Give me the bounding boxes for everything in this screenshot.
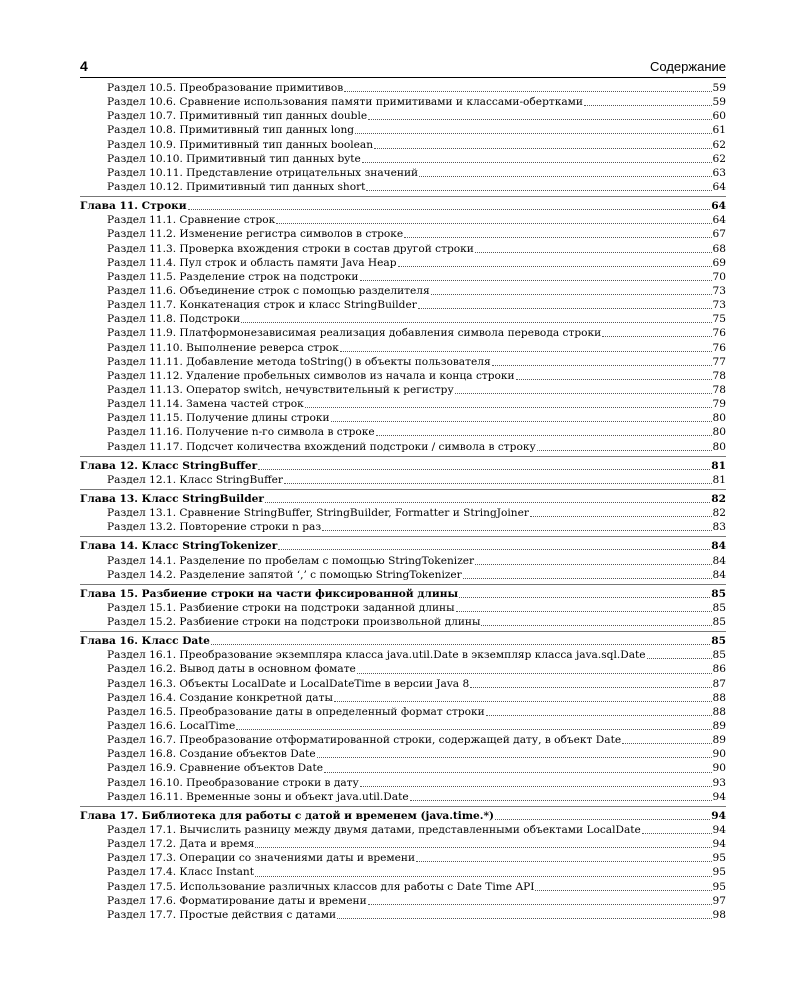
chapter-divider: [80, 631, 726, 632]
dot-leader: [495, 818, 710, 820]
toc-entry-page: 64: [712, 180, 726, 193]
toc-entry-page: 94: [712, 790, 726, 803]
toc-entry-title: Раздел 14.2. Разделение запятой ‘,’ с помощью StringTokenizer: [107, 568, 462, 581]
toc-section-entry[interactable]: [80, 166, 726, 180]
toc-chapter-entry[interactable]: [80, 199, 726, 213]
toc-section-entry[interactable]: [80, 138, 726, 152]
toc-entry-page: 59: [712, 96, 726, 109]
toc-entry-title: Раздел 17.4. Класс Instant: [107, 866, 255, 879]
dot-leader: [255, 875, 712, 877]
dot-leader: [475, 563, 711, 565]
toc-section-entry[interactable]: [80, 677, 726, 691]
dot-leader: [368, 118, 711, 120]
toc-section-entry[interactable]: [80, 411, 726, 425]
toc-section-entry[interactable]: [80, 312, 726, 326]
dot-leader: [470, 686, 711, 688]
toc-entry-title: Раздел 11.12. Удаление пробельных символов из начала и конца строки: [107, 369, 515, 382]
toc-section-entry[interactable]: [80, 369, 726, 383]
toc-entry-title: Раздел 16.8. Создание объектов Date: [107, 748, 316, 761]
toc-chapter-entry[interactable]: [80, 809, 726, 823]
toc-section-entry[interactable]: [80, 180, 726, 194]
dot-leader: [530, 515, 712, 517]
toc-entry-title: Раздел 11.2. Изменение регистра символов в строке: [107, 228, 404, 241]
toc-entry-title: Раздел 16.11. Временные зоны и объект java.util.Date: [107, 790, 409, 803]
toc-section-entry[interactable]: [80, 256, 726, 270]
toc-entry-title: Раздел 17.1. Вычислить разницу между двумя датами, представленными объектами LocalDate: [107, 824, 641, 837]
toc-entry-page: 78: [712, 383, 726, 396]
dot-leader: [255, 846, 711, 848]
toc-section-entry[interactable]: [80, 705, 726, 719]
toc-entry-title: Раздел 13.2. Повторение строки n раз: [107, 521, 322, 534]
toc-section-entry[interactable]: [80, 908, 726, 922]
toc-section-entry[interactable]: [80, 506, 726, 520]
toc-entry-page: 85: [711, 635, 726, 648]
toc-entry-page: 95: [712, 866, 726, 879]
table-of-contents: [80, 81, 726, 922]
toc-entry-title: Раздел 16.6. LocalTime: [107, 720, 236, 733]
dot-leader: [278, 548, 710, 550]
toc-section-entry[interactable]: [80, 213, 726, 227]
dot-leader: [357, 672, 712, 674]
dot-leader: [258, 468, 710, 470]
dot-leader: [265, 501, 710, 503]
page-number: 4: [80, 58, 88, 74]
dot-leader: [516, 378, 712, 380]
toc-entry-title: Раздел 16.4. Создание конкретной даты: [107, 691, 333, 704]
chapter-divider: [80, 584, 726, 585]
toc-section-entry[interactable]: [80, 109, 726, 123]
dot-leader: [475, 251, 712, 253]
toc-entry-title: Раздел 16.10. Преобразование строки в дату: [107, 776, 359, 789]
toc-entry-title: Раздел 16.3. Объекты LocalDate и LocalDateTime в версии Java 8: [107, 677, 470, 690]
toc-entry-page: 70: [712, 270, 726, 283]
toc-entry-page: 77: [712, 355, 726, 368]
toc-entry-page: 94: [712, 824, 726, 837]
toc-entry-title: Раздел 10.5. Преобразование примитивов: [107, 82, 344, 94]
toc-entry-title: Раздел 17.3. Операции со значениями даты и времени: [107, 852, 415, 865]
toc-entry-title: Раздел 11.11. Добавление метода toString() в объекты пользователя: [107, 355, 491, 368]
toc-chapter-entry[interactable]: [80, 587, 726, 601]
toc-entry-title: Раздел 16.2. Вывод даты в основном фомате: [107, 663, 356, 676]
dot-leader: [492, 364, 712, 366]
toc-entry-page: 67: [712, 228, 726, 241]
toc-entry-page: 85: [712, 616, 726, 629]
toc-section-entry[interactable]: [80, 270, 726, 284]
dot-leader: [334, 700, 712, 702]
dot-leader: [337, 917, 711, 919]
toc-entry-page: 68: [712, 242, 726, 255]
dot-leader: [331, 420, 712, 422]
toc-entry-title: Раздел 17.5. Использование различных классов для работы с Date Time API: [107, 880, 535, 893]
toc-entry-title: Раздел 10.12. Примитивный тип данных short: [107, 180, 366, 193]
toc-entry-title: Раздел 11.6. Объединение строк с помощью разделителя: [107, 284, 430, 297]
toc-section-entry[interactable]: [80, 894, 726, 908]
dot-leader: [642, 832, 712, 834]
toc-section-entry[interactable]: [80, 242, 726, 256]
toc-entry-page: 62: [712, 138, 726, 151]
toc-section-entry[interactable]: [80, 648, 726, 662]
dot-leader: [368, 903, 712, 905]
toc-entry-page: 82: [712, 507, 726, 520]
dot-leader: [355, 132, 711, 134]
toc-entry-page: 84: [711, 540, 726, 553]
toc-entry-page: 89: [712, 734, 726, 747]
toc-entry-title: Раздел 10.10. Примитивный тип данных byte: [107, 152, 361, 165]
toc-entry-page: 95: [712, 852, 726, 865]
toc-chapter-entry[interactable]: [80, 492, 726, 506]
dot-leader: [344, 90, 711, 92]
toc-entry-title: Раздел 11.4. Пул строк и область памяти Java Heap: [107, 256, 397, 269]
dot-leader: [416, 860, 712, 862]
toc-entry-page: 64: [712, 214, 726, 227]
toc-section-entry[interactable]: [80, 355, 726, 369]
dot-leader: [305, 406, 712, 408]
toc-entry-page: 94: [712, 838, 726, 851]
page-header: [80, 58, 726, 76]
toc-section-entry[interactable]: [80, 615, 726, 629]
chapter-divider: [80, 196, 726, 197]
dot-leader: [459, 596, 710, 598]
toc-entry-title: Раздел 10.7. Примитивный тип данных double: [107, 110, 368, 123]
toc-entry-title: Раздел 11.15. Получение длины строки: [107, 412, 330, 425]
toc-entry-title: Раздел 11.17. Подсчет количества вхождений подстроки / символа в строку: [107, 440, 536, 453]
dot-leader: [324, 771, 712, 773]
toc-entry-page: 63: [712, 166, 726, 179]
toc-section-entry[interactable]: [80, 95, 726, 109]
toc-entry-page: 90: [712, 762, 726, 775]
toc-entry-page: 81: [712, 473, 726, 486]
chapter-divider: [80, 489, 726, 490]
toc-entry-title: Раздел 16.9. Сравнение объектов Date: [107, 762, 323, 775]
dot-leader: [602, 335, 711, 337]
dot-leader: [456, 610, 712, 612]
toc-entry-title: Раздел 13.1. Сравнение StringBuffer, StringBuilder, Formatter и StringJoiner: [107, 507, 529, 520]
toc-entry-title: Глава 16. Класс Date: [80, 635, 210, 648]
toc-entry-title: Раздел 11.13. Оператор switch, нечувствительный к регистру: [107, 383, 454, 396]
dot-leader: [322, 529, 711, 531]
toc-entry-title: Раздел 12.1. Класс StringBuffer: [107, 473, 283, 486]
toc-section-entry[interactable]: [80, 691, 726, 705]
toc-entry-title: Раздел 11.7. Конкатенация строк и класс StringBuilder: [107, 299, 417, 312]
dot-leader: [455, 392, 712, 394]
toc-entry-page: 82: [711, 492, 726, 505]
dot-leader: [376, 434, 712, 436]
toc-entry-title: Раздел 10.9. Примитивный тип данных boolean: [107, 138, 374, 151]
toc-entry-page: 73: [712, 299, 726, 312]
toc-section-entry[interactable]: [80, 440, 726, 454]
dot-leader: [362, 161, 712, 163]
dot-leader: [284, 482, 712, 484]
dot-leader: [486, 714, 712, 716]
toc-entry-title: Раздел 16.7. Преобразование отформатированной строки, содержащей дату, в объект Date: [107, 734, 622, 747]
toc-section-entry[interactable]: [80, 568, 726, 582]
dot-leader: [481, 624, 711, 626]
toc-entry-page: 85: [711, 587, 726, 600]
toc-entry-page: 76: [712, 327, 726, 340]
toc-entry-page: 85: [712, 601, 726, 614]
toc-entry-page: 69: [712, 256, 726, 269]
toc-section-entry[interactable]: [80, 761, 726, 775]
toc-entry-page: 84: [712, 554, 726, 567]
dot-leader: [418, 307, 712, 309]
toc-entry-title: Раздел 10.8. Примитивный тип данных long: [107, 124, 355, 137]
chapter-divider: [80, 536, 726, 537]
toc-section-entry[interactable]: [80, 719, 726, 733]
toc-entry-page: 85: [712, 649, 726, 662]
toc-entry-page: 60: [712, 110, 726, 123]
dot-leader: [360, 279, 712, 281]
dot-leader: [211, 643, 710, 645]
toc-entry-page: 88: [712, 691, 726, 704]
dot-leader: [317, 756, 712, 758]
toc-entry-page: 61: [712, 124, 726, 137]
dot-leader: [404, 236, 711, 238]
dot-leader: [374, 147, 711, 149]
toc-entry-title: Раздел 15.2. Разбиение строки на подстроки произвольной длины: [107, 616, 481, 629]
toc-section-entry[interactable]: [80, 776, 726, 790]
toc-entry-title: Глава 12. Класс StringBuffer: [80, 459, 258, 472]
dot-leader: [276, 222, 711, 224]
toc-entry-title: Раздел 11.16. Получение n-го символа в строке: [107, 426, 375, 439]
toc-entry-page: 93: [712, 776, 726, 789]
toc-entry-page: 75: [712, 313, 726, 326]
toc-entry-page: 80: [712, 440, 726, 453]
dot-leader: [622, 742, 711, 744]
toc-entry-page: 59: [712, 82, 726, 94]
toc-section-entry[interactable]: [80, 81, 726, 95]
toc-section-entry[interactable]: [80, 851, 726, 865]
toc-entry-title: Раздел 11.10. Выполнение реверса строк: [107, 341, 339, 354]
toc-section-entry[interactable]: [80, 152, 726, 166]
dot-leader: [360, 785, 712, 787]
toc-section-entry[interactable]: [80, 298, 726, 312]
toc-entry-title: Раздел 16.5. Преобразование даты в определенный формат строки: [107, 705, 485, 718]
dot-leader: [241, 321, 711, 323]
running-title: Содержание: [650, 59, 726, 74]
toc-entry-page: 79: [712, 398, 726, 411]
toc-entry-page: 90: [712, 748, 726, 761]
toc-entry-page: 76: [712, 341, 726, 354]
toc-section-entry[interactable]: [80, 123, 726, 137]
toc-section-entry[interactable]: [80, 880, 726, 894]
toc-entry-page: 98: [712, 908, 726, 921]
toc-entry-title: Глава 17. Библиотека для работы с датой и временем (java.time.*): [80, 809, 495, 822]
dot-leader: [188, 208, 711, 210]
toc-entry-page: 80: [712, 426, 726, 439]
toc-entry-page: 87: [712, 677, 726, 690]
toc-entry-page: 80: [712, 412, 726, 425]
toc-entry-title: Раздел 11.8. Подстроки: [107, 313, 241, 326]
toc-chapter-entry[interactable]: [80, 459, 726, 473]
toc-entry-title: Раздел 11.9. Платформонезависимая реализация добавления символа перевода строки: [107, 327, 602, 340]
toc-entry-page: 97: [712, 894, 726, 907]
dot-leader: [647, 657, 712, 659]
toc-entry-title: Раздел 11.14. Замена частей строк: [107, 398, 304, 411]
toc-entry-page: 62: [712, 152, 726, 165]
toc-section-entry[interactable]: [80, 865, 726, 879]
toc-section-entry[interactable]: [80, 383, 726, 397]
toc-entry-title: Раздел 15.1. Разбиение строки на подстроки заданной длины: [107, 601, 455, 614]
toc-entry-title: Глава 14. Класс StringTokenizer: [80, 540, 278, 553]
toc-entry-title: Глава 13. Класс StringBuilder: [80, 492, 264, 505]
toc-entry-page: 88: [712, 705, 726, 718]
toc-section-entry[interactable]: [80, 662, 726, 676]
toc-entry-title: Раздел 11.1. Сравнение строк: [107, 214, 276, 227]
dot-leader: [236, 728, 711, 730]
dot-leader: [535, 889, 711, 891]
toc-section-entry[interactable]: [80, 837, 726, 851]
toc-section-entry[interactable]: [80, 397, 726, 411]
toc-section-entry[interactable]: [80, 284, 726, 298]
toc-entry-page: 64: [711, 200, 726, 213]
toc-entry-title: Раздел 14.1. Разделение по пробелам с помощью StringTokenizer: [107, 554, 475, 567]
toc-section-entry[interactable]: [80, 601, 726, 615]
toc-entry-title: Глава 15. Разбиение строки на части фиксированной длины: [80, 587, 459, 600]
toc-section-entry[interactable]: [80, 747, 726, 761]
toc-entry-title: Раздел 17.2. Дата и время: [107, 838, 255, 851]
toc-entry-page: 89: [712, 720, 726, 733]
toc-entry-title: Раздел 17.7. Простые действия с датами: [107, 908, 337, 921]
toc-chapter-entry[interactable]: [80, 539, 726, 553]
toc-entry-title: Глава 11. Строки: [80, 200, 187, 213]
toc-section-entry[interactable]: [80, 790, 726, 804]
dot-leader: [366, 189, 711, 191]
chapter-divider: [80, 456, 726, 457]
toc-entry-page: 73: [712, 284, 726, 297]
dot-leader: [340, 350, 712, 352]
toc-entry-page: 84: [712, 568, 726, 581]
toc-section-entry[interactable]: [80, 425, 726, 439]
toc-entry-title: Раздел 10.11. Представление отрицательных значений: [107, 166, 419, 179]
toc-entry-title: Раздел 10.6. Сравнение использования памяти примитивами и классами-обертками: [107, 96, 583, 109]
toc-section-entry[interactable]: [80, 473, 726, 487]
toc-entry-title: Раздел 11.5. Разделение строк на подстроки: [107, 270, 359, 283]
dot-leader: [431, 293, 712, 295]
toc-entry-page: 81: [711, 459, 726, 472]
dot-leader: [537, 449, 712, 451]
toc-section-entry[interactable]: [80, 554, 726, 568]
toc-section-entry[interactable]: [80, 520, 726, 534]
toc-section-entry[interactable]: [80, 326, 726, 340]
toc-section-entry[interactable]: [80, 341, 726, 355]
toc-entry-page: 94: [711, 809, 726, 822]
toc-entry-title: Раздел 17.6. Форматирование даты и времени: [107, 894, 367, 907]
dot-leader: [410, 799, 712, 801]
toc-section-entry[interactable]: [80, 733, 726, 747]
toc-entry-title: Раздел 11.3. Проверка вхождения строки в состав другой строки: [107, 242, 474, 255]
dot-leader: [463, 577, 712, 579]
toc-section-entry[interactable]: [80, 823, 726, 837]
toc-entry-page: 95: [712, 880, 726, 893]
toc-entry-page: 78: [712, 369, 726, 382]
toc-chapter-entry[interactable]: [80, 634, 726, 648]
header-rule: [80, 77, 726, 78]
dot-leader: [584, 104, 712, 106]
toc-entry-page: 83: [712, 521, 726, 534]
toc-entry-title: Раздел 16.1. Преобразование экземпляра класса java.util.Date в экземпляр класса java.sql.Date: [107, 649, 646, 662]
toc-entry-page: 86: [712, 663, 726, 676]
dot-leader: [419, 175, 711, 177]
dot-leader: [398, 265, 712, 267]
chapter-divider: [80, 806, 726, 807]
toc-section-entry[interactable]: [80, 227, 726, 241]
